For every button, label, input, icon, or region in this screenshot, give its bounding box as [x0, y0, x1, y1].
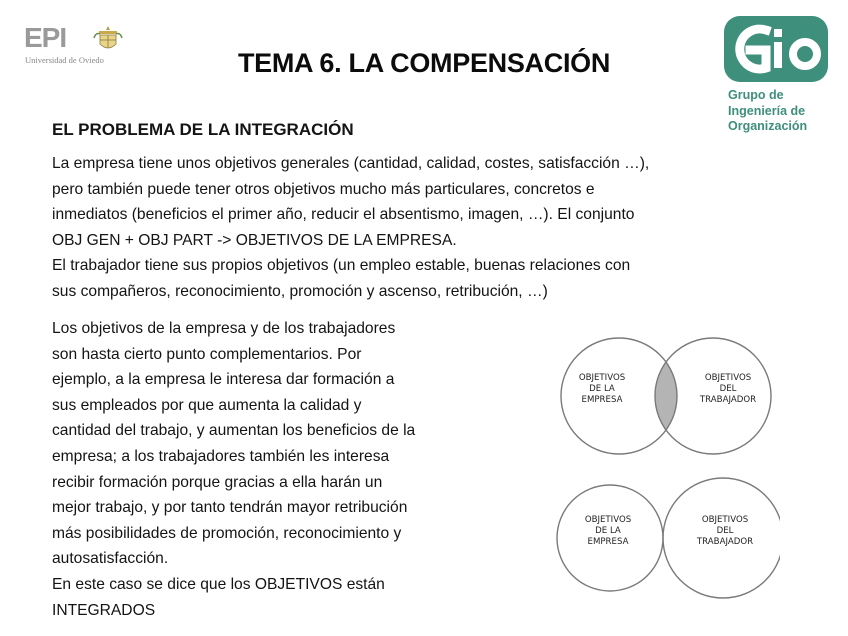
text-line: En este caso se dice que los OBJETIVOS están — [52, 575, 385, 593]
text-line: sus compañeros, reconocimiento, promoción y ascenso, retribución, …) — [52, 282, 548, 300]
text-line: sus empleados por que aumenta la calidad y — [52, 396, 362, 414]
text-line: Los objetivos de la empresa y de los trabajadores — [52, 320, 396, 337]
text-line: empresa; a los trabajadores también les interesa — [52, 447, 390, 465]
text-line: mejor trabajo, y por tanto tendrán mayor retribución — [52, 499, 408, 517]
venn-label-empresa: DE LA — [595, 526, 621, 536]
text-line: ejemplo, a la empresa le interesa dar formación a — [52, 371, 395, 389]
venn-label-trabajador: OBJETIVOS — [704, 373, 752, 383]
venn-diagram-small-overlap — [556, 328, 776, 464]
gio-caption-line: Grupo de — [728, 88, 784, 102]
venn-label-trabajador: OBJETIVOS — [701, 515, 749, 525]
gio-caption-line: Ingeniería de — [728, 103, 806, 118]
section-subtitle: EL PROBLEMA DE LA INTEGRACIÓN — [52, 120, 354, 139]
text-line: OBJ GEN + OBJ PART -> OBJETIVOS DE LA EMPRESA. — [52, 231, 457, 249]
text-line: son hasta cierto punto complementarios. Por — [52, 345, 362, 363]
text-line: autosatisfacción. — [52, 550, 169, 568]
venn-label-trabajador: TRABAJADOR — [696, 537, 754, 547]
gio-caption-line: Organización — [728, 119, 808, 133]
body-paragraph — [52, 316, 522, 623]
venn-label-trabajador: DEL — [719, 384, 737, 394]
venn-label-empresa: EMPRESA — [581, 395, 623, 405]
text-line: INTEGRADOS — [52, 601, 156, 619]
epi-logo-mark: EPI — [24, 22, 67, 53]
gio-logo — [724, 16, 832, 144]
text-line: La empresa tiene unos objetivos generales (cantidad, calidad, costes, satisfacción …), — [52, 155, 650, 172]
text-line: cantidad del trabajo, y aumentan los beneficios de la — [52, 422, 416, 440]
text-line: más posibilidades de promoción, reconocimiento y — [52, 524, 402, 542]
text-line: El trabajador tiene sus propios objetivos (un empleo estable, buenas relaciones con — [52, 257, 631, 275]
gio-logo-mark — [724, 16, 828, 82]
venn-diagram-narrow-overlap — [554, 468, 780, 608]
university-name: Universidad de Oviedo — [25, 55, 104, 65]
text-line: pero también puede tener otros objetivos mucho más particulares, concretos e — [52, 180, 595, 198]
intro-paragraph — [52, 151, 812, 305]
venn-label-empresa: OBJETIVOS — [584, 515, 632, 525]
venn-label-empresa: DE LA — [589, 384, 615, 394]
text-line: inmediatos (beneficios el primer año, reducir el absentismo, imagen, …). El conjunto — [52, 206, 635, 224]
text-line: recibir formación porque gracias a ella harán un — [52, 473, 383, 491]
venn-label-empresa: OBJETIVOS — [578, 373, 626, 383]
page-title: TEMA 6. LA COMPENSACIÓN — [237, 48, 611, 78]
venn-label-empresa: EMPRESA — [587, 537, 629, 547]
gio-logo-caption — [728, 88, 807, 135]
venn-label-trabajador: DEL — [716, 526, 734, 536]
venn-label-trabajador: TRABAJADOR — [699, 395, 757, 405]
